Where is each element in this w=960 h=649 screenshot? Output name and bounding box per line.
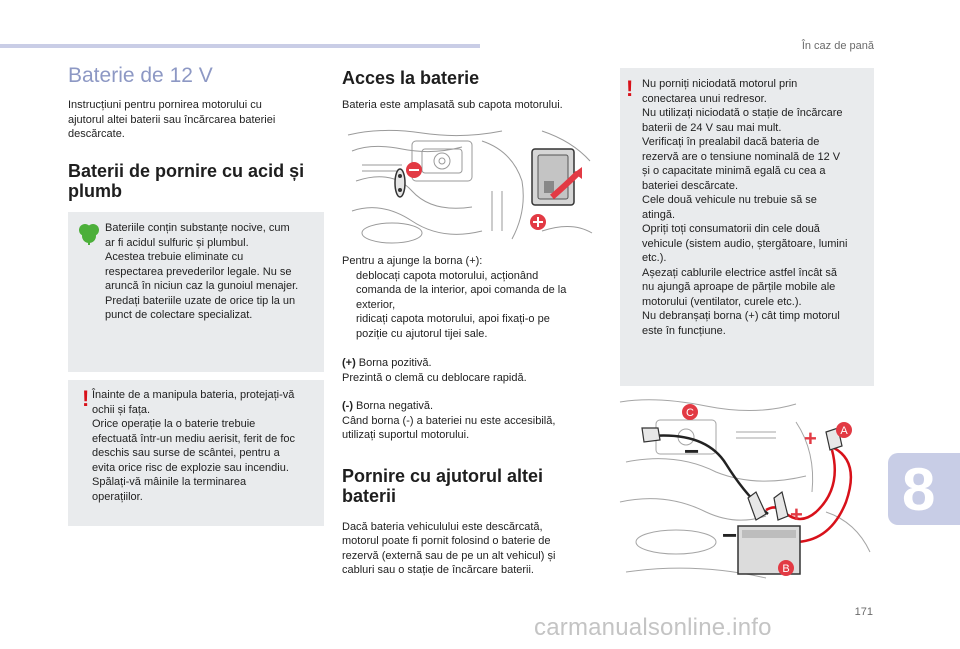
warning-exclamation-icon: ! xyxy=(626,76,634,101)
warning-line: Nu utilizați niciodată o stație de încărcare xyxy=(642,107,843,119)
column-middle xyxy=(342,60,598,113)
eco-line: Predați bateriile uzate de orice tip la un xyxy=(105,294,296,307)
warning-line: baterii de 24 V sau mai mult. xyxy=(642,121,782,134)
warning-line: nu ajungă aproape de părțile mobile ale xyxy=(642,281,836,293)
warning-line: Nu debranșați borna (+) cât timp motorul xyxy=(642,310,840,322)
positive-label: (+) xyxy=(342,357,356,369)
section-title-jump-start xyxy=(342,466,602,506)
jump-title-line: baterii xyxy=(342,485,397,506)
eco-line: punct de colectare specializat. xyxy=(105,309,253,321)
positive-desc: Prezintă o clemă cu deblocare rapidă. xyxy=(342,371,527,384)
eco-line: Acestea trebuie eliminate cu xyxy=(105,251,244,263)
negative-text: Borna negativă. xyxy=(353,400,434,412)
battery-location-text: Bateria este amplasată sub capota motorului. xyxy=(342,99,563,111)
plus-sign: + xyxy=(804,426,817,451)
jump-start-illustration xyxy=(616,392,874,592)
warning-line: etc.). xyxy=(642,252,667,264)
bullet-icon xyxy=(342,269,356,313)
negative-desc-line: utilizați suportul motorului. xyxy=(342,429,470,441)
eco-leaf-icon xyxy=(78,222,100,246)
column-left xyxy=(68,60,324,201)
minus-sign: − xyxy=(722,520,738,550)
warning-line: este în funcțiune. xyxy=(642,324,726,337)
eco-line: Bateriile conțin substanțe nocive, cum xyxy=(105,222,290,234)
running-head: În caz de pană xyxy=(801,40,874,52)
warning-line: efectuată într-un mediu aerisit, ferit de foc xyxy=(92,432,295,445)
access-step-1 xyxy=(342,269,602,313)
warning-line: Nu porniți niciodată motorul prin xyxy=(642,78,798,90)
warning-line: Înainte de a manipula bateria, protejați-vă xyxy=(92,389,295,401)
intro-text: Instrucțiuni pentru pornirea motorului cu ajutorul altei baterii sau încărcarea bateriei descărcate. xyxy=(68,99,276,140)
access-step-2 xyxy=(342,312,602,341)
warning-line: bateriei descărcate. xyxy=(642,179,738,192)
jump-warning-text xyxy=(642,77,872,338)
step-line: comanda de la interior, apoi comanda de la xyxy=(356,284,567,296)
eco-info-box xyxy=(68,212,324,372)
warning-line: deschis sau surse de scântei, pentru a xyxy=(92,447,280,459)
negative-desc-line: Când borna (-) a bateriei nu este accesibilă, xyxy=(342,414,556,427)
chapter-number: 8 xyxy=(902,456,936,523)
warning-line: rezervă are o tensiune nominală de 12 V xyxy=(642,150,841,163)
access-intro: Pentru a ajunge la borna (+): xyxy=(342,255,483,267)
warning-line: atingă. xyxy=(642,208,676,221)
warning-box-safety xyxy=(68,380,324,526)
chapter-tab xyxy=(888,453,960,525)
warning-line: conectarea unui redresor. xyxy=(642,92,767,105)
jump-title-line: Pornire cu ajutorul altei xyxy=(342,465,544,486)
eco-line: aruncă în niciun caz la gunoiul menajer. xyxy=(105,280,299,292)
label-b: B xyxy=(782,563,790,575)
step-line: exterior, xyxy=(356,298,396,311)
eco-line: respectarea prevederilor legale. Nu se xyxy=(105,265,292,278)
warning-line: Cele două vehicule nu trebuie să se xyxy=(642,194,817,206)
step-line: deblocați capota motorului, acționând xyxy=(356,269,539,282)
warning-line: și o capacitate minimă egală cu cea a xyxy=(642,165,826,177)
page-title: Baterie de 12 V xyxy=(68,64,213,87)
eco-text xyxy=(105,221,320,323)
step-line: poziție cu ajutorul tijei sale. xyxy=(356,327,488,340)
minus-sign: − xyxy=(684,436,700,466)
page-number: 171 xyxy=(854,606,873,618)
section-title-lead-acid: Baterii de pornire cu acid și plumb xyxy=(68,160,305,201)
jump-text-line: rezervă (externă sau de pe un alt vehicul) și xyxy=(342,549,556,562)
warning-line: Opriți toți consumatorii din cele două xyxy=(642,223,820,235)
step-line: ridicați capota motorului, apoi fixați-o pe xyxy=(356,313,550,325)
warning-line: operațiilor. xyxy=(92,490,143,503)
jump-text-line: motorul poate fi pornit folosind o baterie de xyxy=(342,535,551,547)
negative-label: (-) xyxy=(342,400,353,412)
jump-text-line: Dacă bateria vehiculului este descărcată, xyxy=(342,520,543,533)
access-steps xyxy=(342,254,602,578)
warning-line: Așezați cablurile electrice astfel încât să xyxy=(642,266,838,279)
bullet-icon xyxy=(342,312,356,341)
header-rule xyxy=(0,44,480,48)
label-a: A xyxy=(840,425,848,437)
positive-text: Borna pozitivă. xyxy=(355,357,432,369)
safety-warning-text xyxy=(92,388,320,504)
warning-line: motorului (ventilator, curele etc.). xyxy=(642,295,802,308)
plus-sign: + xyxy=(790,502,803,527)
watermark: carmanualsonline.info xyxy=(534,614,772,641)
warning-box-jump-start xyxy=(620,68,874,386)
jump-start-text xyxy=(342,520,602,578)
section-title-access: Acces la baterie xyxy=(342,68,480,88)
eco-line: ar fi acidul sulfuric și plumbul. xyxy=(105,236,249,249)
warning-line: evita orice risc de explozie sau incendiu. xyxy=(92,461,289,474)
jump-text-line: cabluri sau o stație de încărcare baterii. xyxy=(342,564,534,576)
warning-line: ochii și fața. xyxy=(92,403,151,416)
negative-terminal xyxy=(342,399,602,414)
positive-terminal xyxy=(342,356,602,371)
label-c: C xyxy=(686,407,694,419)
warning-line: Verificați în prealabil dacă bateria de xyxy=(642,136,820,148)
warning-line: Orice operație la o baterie trebuie xyxy=(92,418,256,430)
warning-line: Spălați-vă mâinile la terminarea xyxy=(92,476,247,488)
engine-bay-illustration xyxy=(342,121,598,249)
warning-line: vehicule (sistem audio, ștergătoare, lumini xyxy=(642,237,848,250)
warning-exclamation-icon: ! xyxy=(82,386,90,411)
